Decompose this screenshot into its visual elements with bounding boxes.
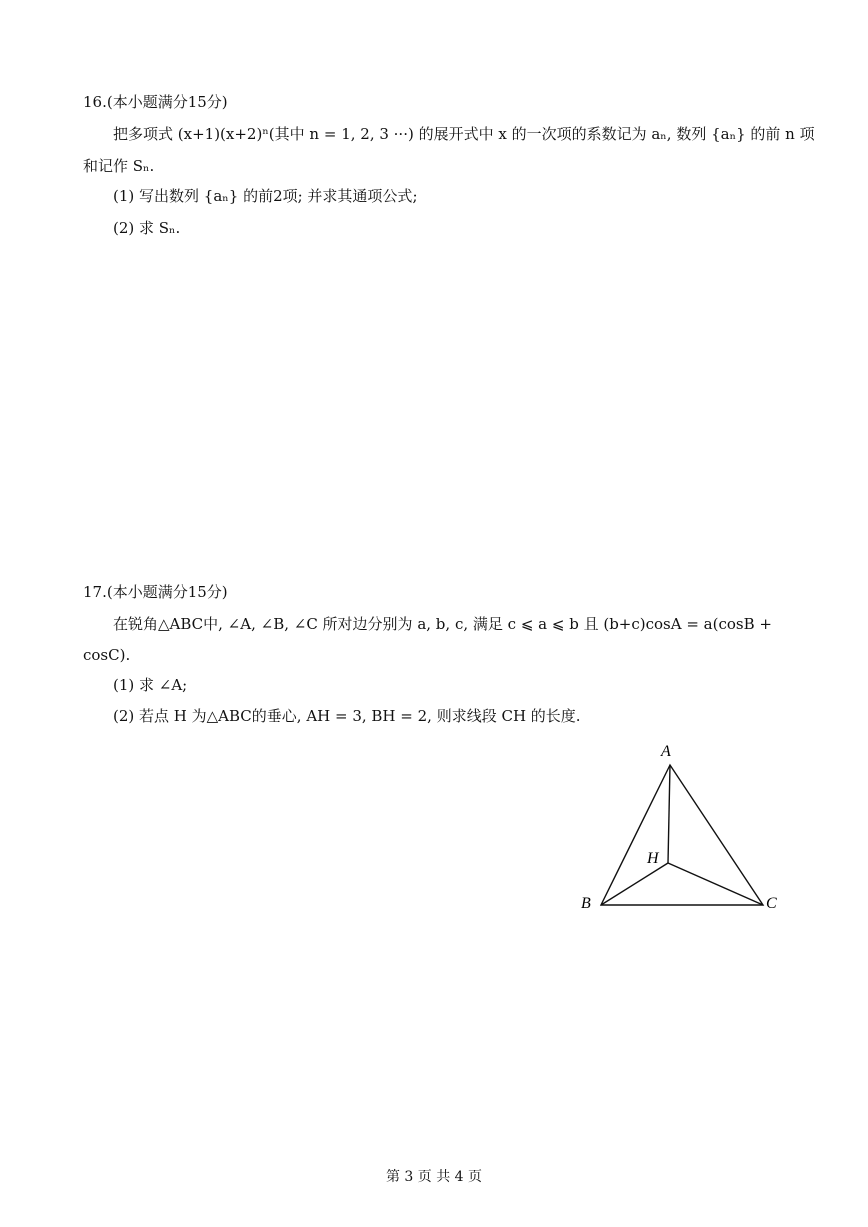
triangle-abc <box>601 765 763 905</box>
q17-stem-line-2: cosC). <box>83 646 131 664</box>
q16-part-1: (1) 写出数列 {aₙ} 的前2项; 并求其通项公式; <box>113 187 418 205</box>
q17-header: 17.(本小题满分15分) <box>83 583 228 601</box>
q17-stem-line-1: 在锐角△ABC中, ∠A, ∠B, ∠C 所对边分别为 a, b, c, 满足 c ⩽ a ⩽ b 且 (b+c)cosA = a(cosB + <box>113 615 772 633</box>
triangle-figure <box>570 735 790 920</box>
segment-ah <box>668 765 670 863</box>
q16-stem-line-1: 把多项式 (x+1)(x+2)ⁿ(其中 n = 1, 2, 3 ···) 的展开式中 x 的一次项的系数记为 aₙ, 数列 {aₙ} 的前 n 项 <box>113 125 815 143</box>
q17-part-1: (1) 求 ∠A; <box>113 676 188 694</box>
q16-part-2: (2) 求 Sₙ. <box>113 219 181 237</box>
label-a: A <box>661 743 671 760</box>
page-footer: 第 3 页 共 4 页 <box>385 1169 483 1185</box>
label-b: B <box>581 895 591 912</box>
q16-header: 16.(本小题满分15分) <box>83 93 228 111</box>
q16-stem-line-2: 和记作 Sₙ. <box>83 157 155 175</box>
label-h: H <box>647 850 659 867</box>
q17-part-2: (2) 若点 H 为△ABC的垂心, AH = 3, BH = 2, 则求线段 CH 的长度. <box>113 707 581 725</box>
label-c: C <box>766 895 777 912</box>
